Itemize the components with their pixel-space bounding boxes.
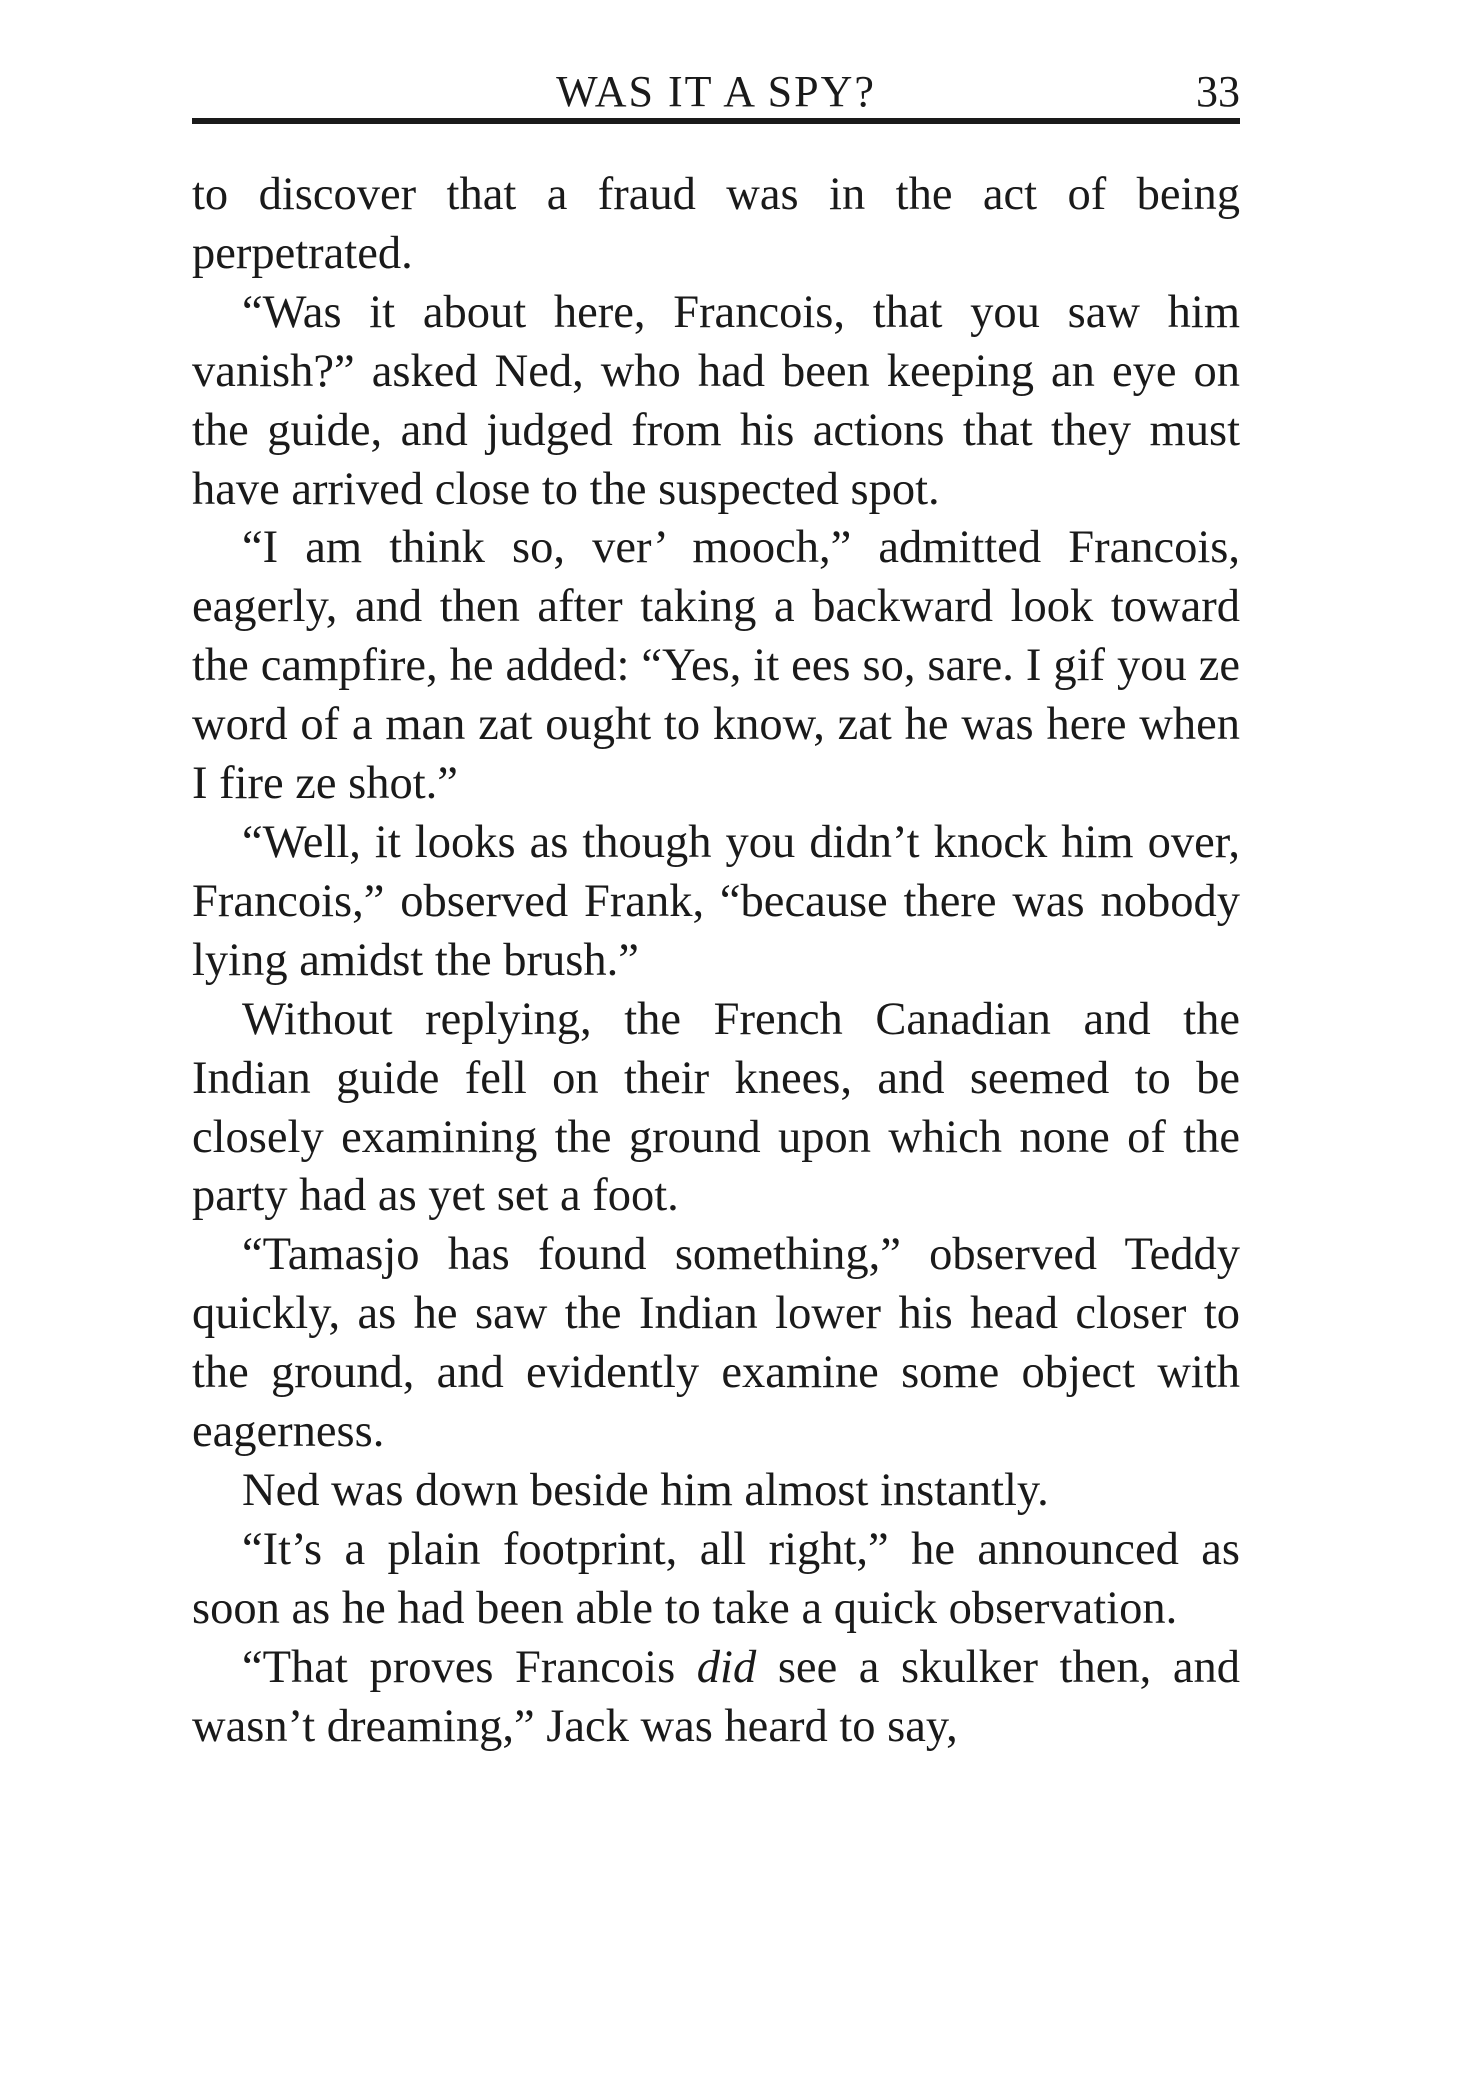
emphasis-text: did: [696, 1641, 757, 1693]
paragraph-text-before: “That proves Francois: [242, 1641, 697, 1693]
paragraph-text-after: see a skulker then, and wasn’t dreaming,” Jack was heard to say,: [192, 1641, 1240, 1752]
paragraph: Without replying, the French Canadian and the Indian guide fell on their knees, and seemed to be closely examining the ground upon which none of the party had as yet set a foot.: [192, 993, 1240, 1222]
paragraph: Ned was down beside him almost instantly.: [242, 1464, 1049, 1516]
header-rule: [192, 118, 1240, 124]
paragraph: “Tamasjo has found something,” observed Teddy quickly, as he saw the Indian lower his head closer to the ground, and evidently examine some object with eagerness.: [192, 1229, 1240, 1458]
page-number: 33: [1196, 67, 1240, 116]
body-text: [192, 166, 1240, 1756]
paragraph: “It’s a plain footprint, all right,” he announced as soon as he had been able to take a quick observation.: [192, 1523, 1240, 1634]
paragraph: “Was it about here, Francois, that you saw him vanish?” asked Ned, who had been keeping an eye on the guide, and judged from his actions that they must have arrived close to the suspected spot.: [192, 286, 1240, 515]
paragraph: to discover that a fraud was in the act of being perpetrated.: [192, 169, 1240, 279]
running-title: WAS IT A SPY?: [556, 67, 876, 116]
paragraph: [192, 1639, 1240, 1757]
paragraph: “Well, it looks as though you didn’t knock him over, Francois,” observed Frank, “because there was nobody lying amidst the brush.”: [192, 816, 1240, 986]
paragraph: “I am think so, ver’ mooch,” admitted Francois, eagerly, and then after taking a backward look toward the campfire, he added: “Yes, it ees so, sare. I gif you ze word of a man zat ought to know, zat he was here when I fire ze shot.”: [192, 522, 1240, 810]
